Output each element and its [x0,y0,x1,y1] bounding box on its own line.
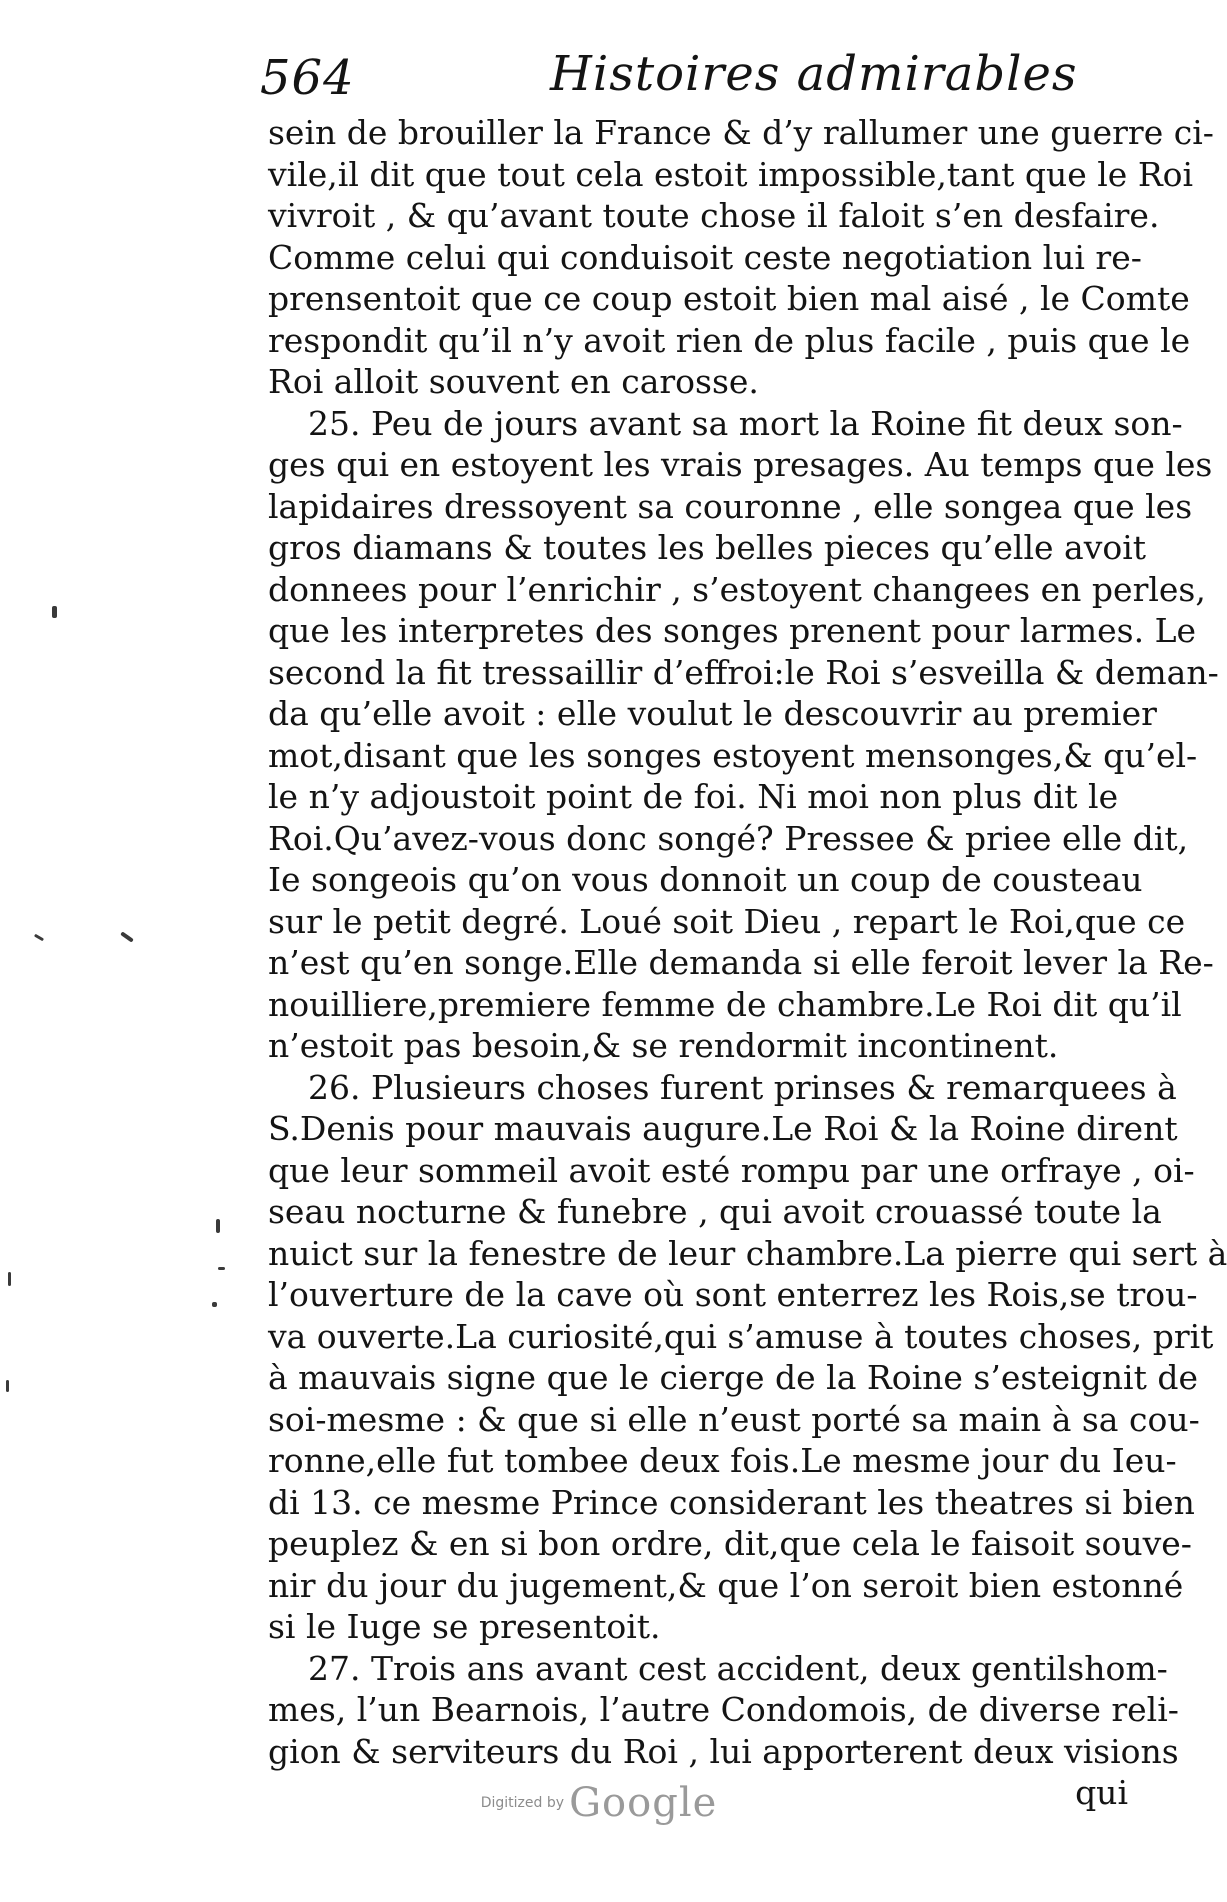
text-line: donnees pour l’enrichir , s’estoyent changees en perles, [268,569,1206,609]
text-line: vile,il dit que tout cela estoit impossible,tant que le Roi [268,154,1194,194]
text-line: Roi alloit souvent en carosse. [268,362,759,401]
margin-speck [6,1380,9,1392]
text-line: Comme celui qui conduisoit ceste negotiation lui re- [268,237,1142,277]
text-line: S.Denis pour mauvais augure.Le Roi & la Roine dirent [268,1109,1178,1148]
text-line: l’ouverture de la cave où sont enterrez les Rois,se trou- [268,1275,1198,1314]
text-line: ges qui en estoyent les vrais presages. Au temps que les [268,445,1213,484]
google-brand: Google [569,1780,718,1826]
margin-speck [34,934,44,942]
text-line: n’est qu’en songe.Elle demanda si elle feroit lever la Re- [268,943,1214,982]
text-line: que les interpretes des songes prenent pour larmes. Le [268,611,1197,650]
text-line: sein de brouiller la France & d’y rallumer une guerre ci- [268,113,1214,152]
text-line: n’estoit pas besoin,& se rendormit incontinent. [268,1026,1059,1065]
text-line: si le Iuge se presentoit. [268,1607,661,1646]
text-line: ronne,elle fut tombee deux fois.Le mesme jour du Ieu- [268,1441,1177,1480]
text-line: que leur sommeil avoit esté rompu par une orfraye , oi- [268,1150,1195,1190]
text-line: prensentoit que ce coup estoit bien mal aisé , le Comte [268,279,1190,318]
page-number: 564 [260,50,355,106]
text-line: lapidaires dressoyent sa couronne , elle songea que les [268,486,1193,526]
margin-speck [212,1302,217,1307]
text-line: Ie songeois qu’on vous donnoit un coup de cousteau [268,860,1143,899]
text-line: qui [1075,1773,1128,1812]
text-line: à mauvais signe que le cierge de la Roine s’esteignit de [268,1358,1198,1397]
text-line: da qu’elle avoit : elle voulut le descouvrir au premier [268,694,1157,733]
text-line: gros diamans & toutes les belles pieces qu’elle avoit [268,528,1147,567]
body-text [268,112,1227,1814]
text-line: peuplez & en si bon ordre, dit,que cela le faisoit souve- [268,1524,1192,1563]
text-line: sur le petit degré. Loué soit Dieu , repart le Roi,que ce [268,901,1186,941]
margin-speck [216,1219,220,1233]
text-line: 25. Peu de jours avant sa mort la Roine fit deux son- [308,403,1183,443]
digitized-by-google-watermark [0,1780,1198,1826]
margin-speck [52,606,57,618]
text-line: va ouverte.La curiosité,qui s’amuse à toutes choses, prit [268,1316,1214,1356]
margin-speck [218,1267,225,1270]
text-line: vivroit , & qu’avant toute chose il faloit s’en desfaire. [268,196,1160,235]
text-line: seau nocturne & funebre , qui avoit crouassé toute la [268,1192,1162,1231]
margin-speck [120,931,134,942]
margin-speck [8,1272,11,1286]
text-line: Roi.Qu’avez-vous donc songé? Pressee & priee elle dit, [268,818,1189,858]
text-line: respondit qu’il n’y avoit rien de plus facile , puis que le [268,320,1191,360]
text-line: di 13. ce mesme Prince considerant les theatres si bien [268,1482,1195,1522]
text-line: le n’y adjoustoit point de foi. Ni moi non plus dit le [268,777,1119,816]
running-title: Histoires admirables [550,46,1078,102]
text-line: nouilliere,premiere femme de chambre.Le Roi dit qu’il [268,984,1182,1024]
text-line: second la fit tressaillir d’effroi:le Roi s’esveilla & deman- [268,652,1219,692]
digitized-label: Digitized by [480,1795,564,1811]
text-line: 26. Plusieurs choses furent prinses & remarquees à [308,1067,1177,1107]
text-line: mes, l’un Bearnois, l’autre Condomois, de diverse reli- [268,1690,1179,1729]
text-line: nir du jour du jugement,& que l’on seroit bien estonné [268,1565,1184,1605]
text-line: gion & serviteurs du Roi , lui apporterent deux visions [268,1731,1179,1771]
text-line: nuict sur la fenestre de leur chambre.La pierre qui sert à [268,1233,1227,1273]
text-line: 27. Trois ans avant cest accident, deux gentilshom- [308,1648,1168,1688]
text-line: mot,disant que les songes estoyent mensonges,& qu’el- [268,735,1198,775]
text-line: soi-mesme : & que si elle n’eust porté sa main à sa cou- [268,1399,1200,1439]
